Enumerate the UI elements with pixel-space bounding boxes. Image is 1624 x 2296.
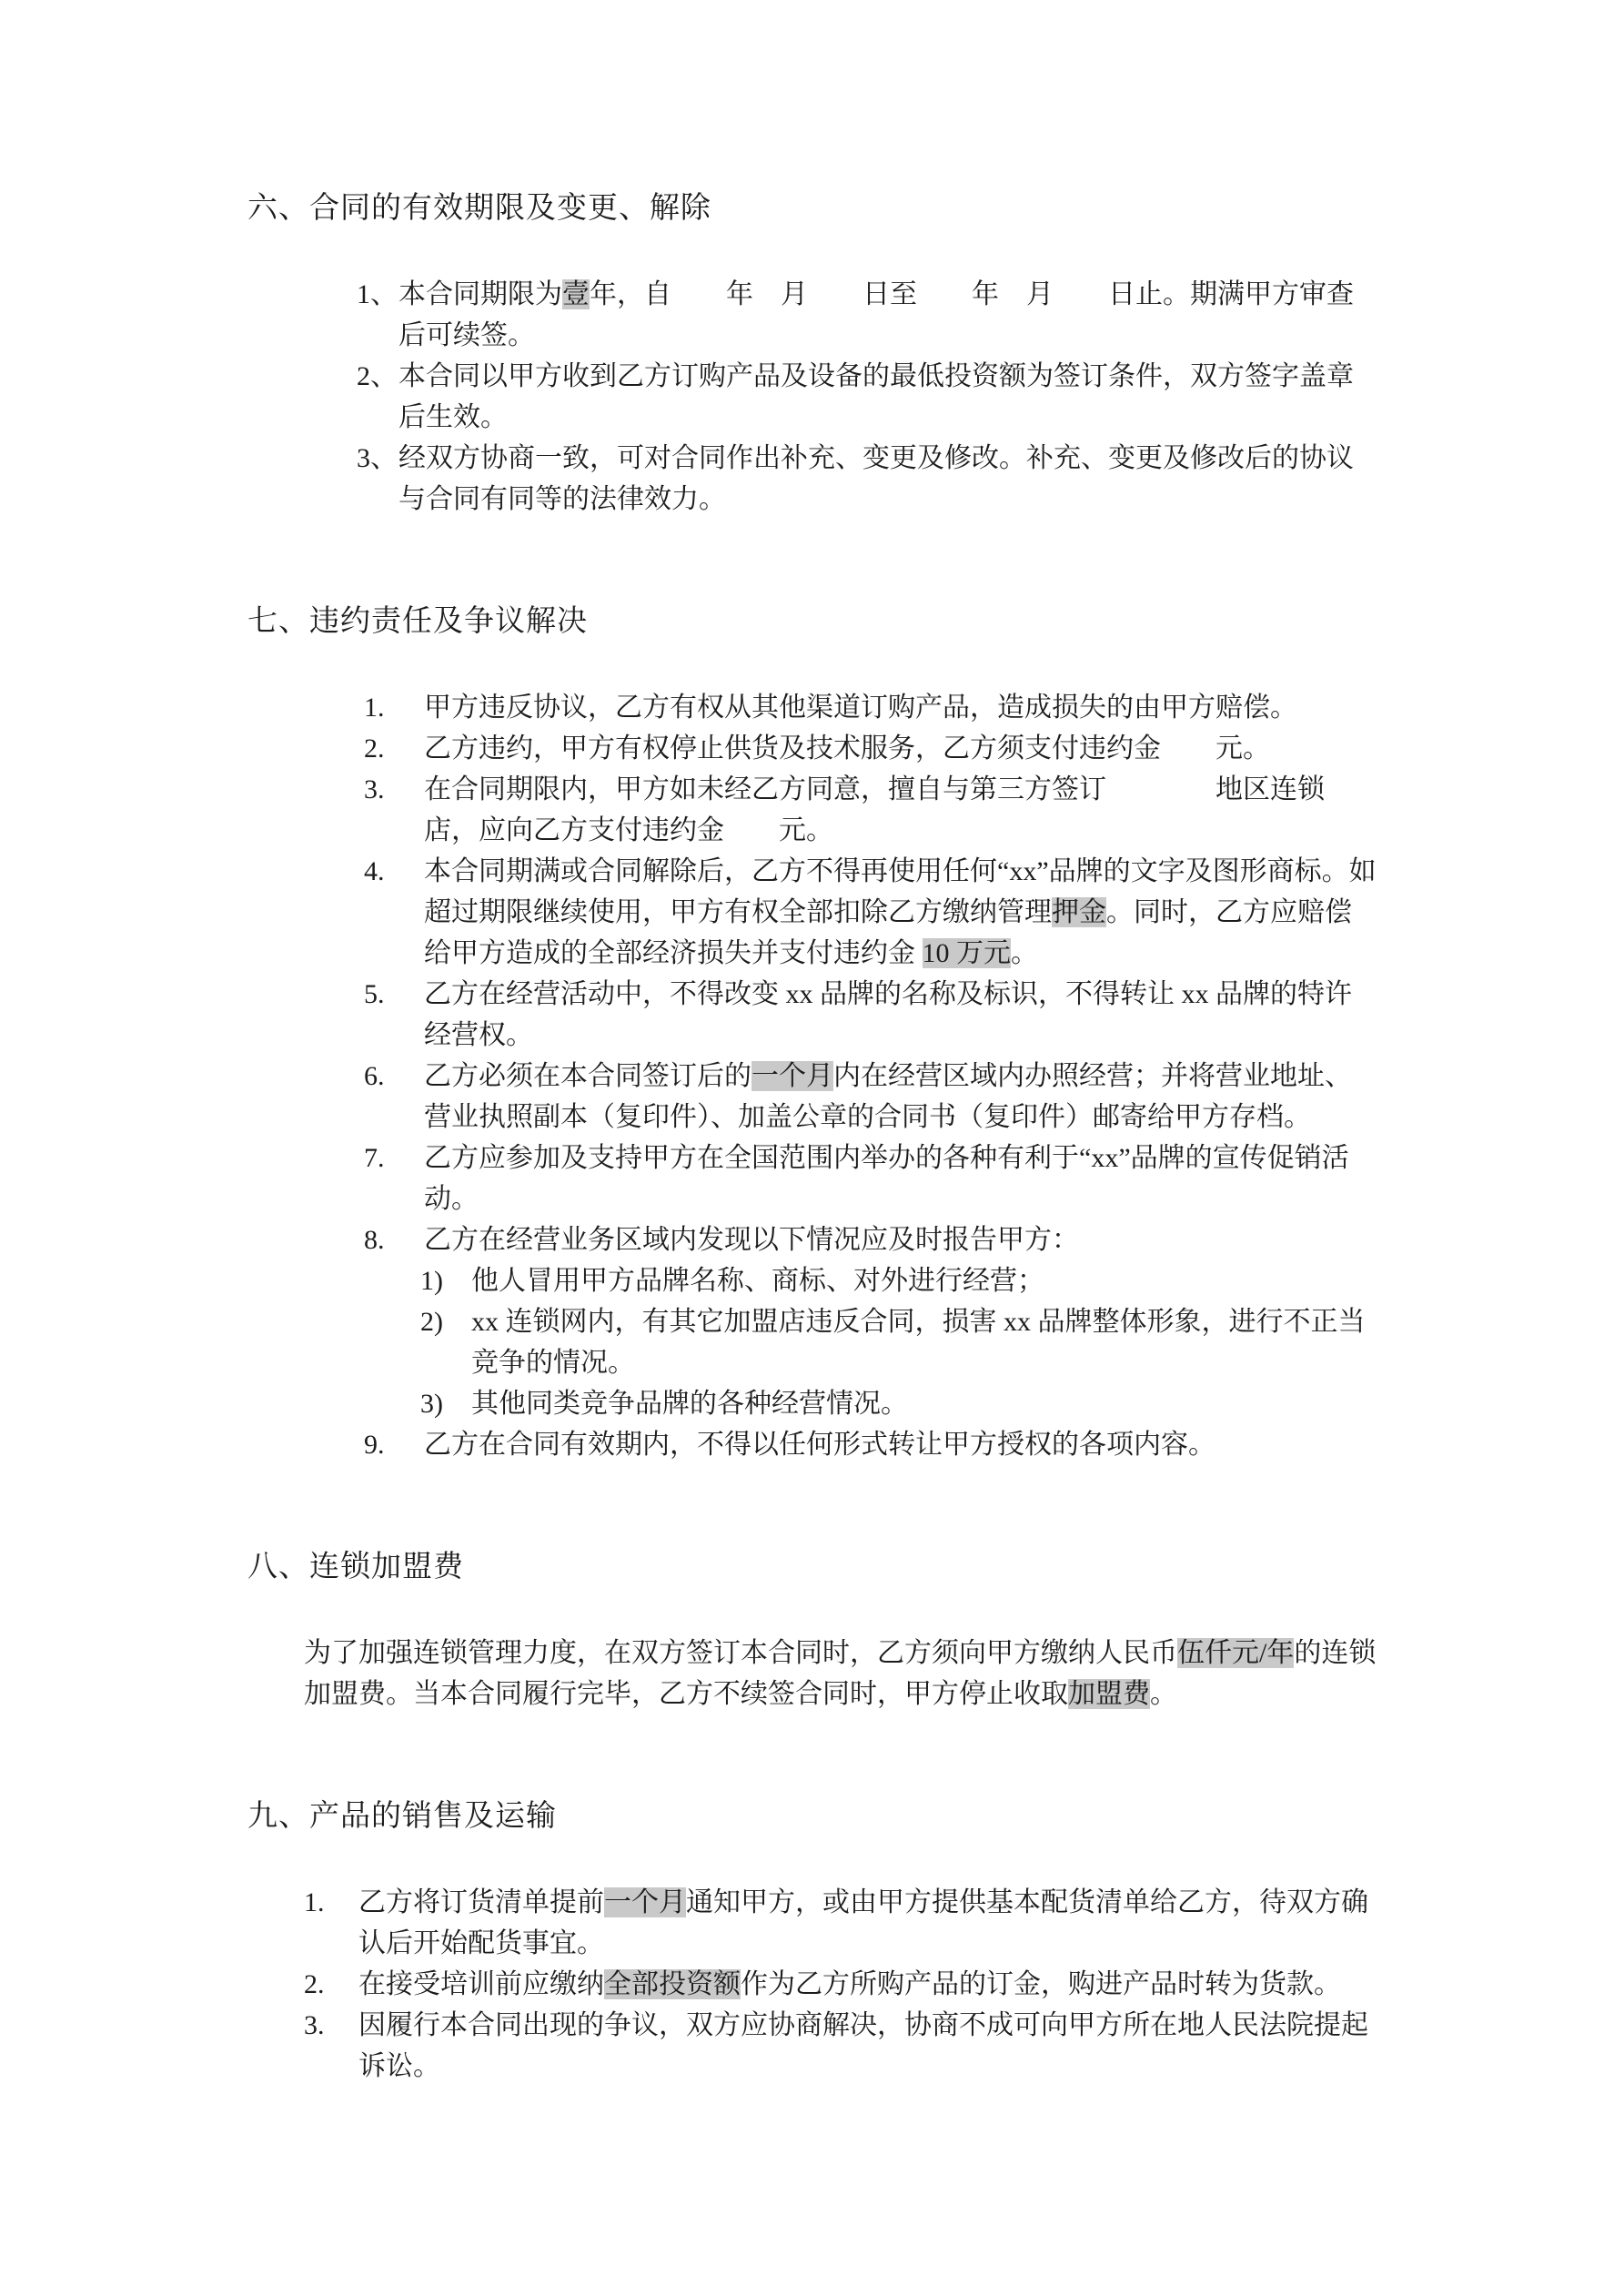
list-item: [364, 851, 1377, 974]
text-segment: 甲方违反协议，乙方有权从其他渠道订购产品，造成损失的由甲方赔偿。: [424, 693, 1297, 723]
list-marker: 1.: [364, 693, 385, 723]
item-text: [424, 769, 1377, 851]
section-heading: 九、产品的销售及运输: [247, 1800, 557, 1833]
list-item: [364, 1056, 1377, 1138]
list-marker: 6.: [364, 1061, 385, 1091]
text-segment: 。同时，乙方应赔偿给甲方造成的全部经济损失并支付违约金: [424, 897, 1352, 968]
text-segment: 。: [1150, 1679, 1177, 1709]
list-item: [357, 274, 1377, 356]
section-heading: 八、连锁加盟费: [247, 1551, 464, 1583]
text-segment: 乙方在经营业务区域内发现以下情况应及时报告甲方：: [424, 1225, 1079, 1255]
text-segment: 乙方应参加及支持甲方在全国范围内举办的各种有利于“xx”品牌的宣传促销活动。: [424, 1143, 1349, 1214]
list-item: [357, 356, 1377, 438]
list-marker: 8.: [364, 1225, 385, 1255]
list-item: [420, 1260, 1377, 1301]
item-text: [424, 728, 1377, 769]
list-item: [357, 438, 1377, 520]
list-item: [364, 769, 1377, 851]
list-item: [304, 1964, 1377, 2005]
section-blocks: [247, 687, 1377, 1465]
list-marker: 7.: [364, 1143, 385, 1173]
text-segment: 通知甲方，或由甲方提供基本配货清单给乙方，待双方确认后开始配货事宜。: [358, 1887, 1368, 1958]
text-segment: 年，自 年 月 日至 年 月 日止。期满甲方审查后可续签。: [398, 279, 1354, 350]
item-text: [471, 1383, 1377, 1424]
text-segment: 他人冒用甲方品牌名称、商标、对外进行经营；: [471, 1266, 1044, 1296]
item-text: [358, 2005, 1377, 2087]
section-blocks: [247, 1882, 1377, 2087]
text-segment: 因履行本合同出现的争议，双方应协商解决，协商不成可向甲方所在地人民法院提起诉讼。: [358, 2010, 1368, 2081]
list-item: [364, 1424, 1377, 1465]
item-text: [398, 274, 1377, 356]
section-blocks: [247, 274, 1377, 520]
highlighted-text: 10 万元: [922, 938, 1011, 968]
text-segment: 乙方将订货清单提前: [358, 1887, 604, 1917]
text-segment: 。: [1011, 938, 1038, 968]
text-segment: 乙方必须在本合同签订后的: [424, 1061, 751, 1091]
highlighted-text: 一个月: [604, 1887, 686, 1917]
item-text: [424, 687, 1377, 728]
item-text: [424, 1138, 1377, 1219]
section-heading: 六、合同的有效期限及变更、解除: [247, 192, 711, 225]
item-text: [424, 851, 1377, 974]
section-contract-term: [247, 187, 1377, 520]
list-item: [364, 1219, 1377, 1260]
highlighted-text: 加盟费: [1068, 1679, 1150, 1709]
text-segment: 在合同期限内，甲方如未经乙方同意，擅自与第三方签订 地区连锁店，应向乙方支付违约金 元。: [424, 774, 1325, 845]
list-marker: 3、: [357, 443, 398, 473]
item-text: [358, 1964, 1377, 2005]
item-text: [398, 438, 1377, 520]
list-marker: 2.: [364, 733, 385, 764]
text-segment: 乙方在经营活动中，不得改变 xx 品牌的名称及标识，不得转让 xx 品牌的特许经营权。: [424, 979, 1352, 1050]
list-marker: 3.: [364, 774, 385, 804]
text-segment: 本合同以甲方收到乙方订购产品及设备的最低投资额为签订条件，双方签字盖章后生效。: [398, 361, 1354, 432]
list-marker: 2.: [304, 1969, 325, 1999]
text-segment: 内在经营区域内办照经营；并将营业地址、营业执照副本（复印件）、加盖公章的合同书（复印件）邮寄给甲方存档。: [424, 1061, 1352, 1132]
item-text: [424, 1056, 1377, 1138]
text-segment: 乙方在合同有效期内，不得以任何形式转让甲方授权的各项内容。: [424, 1430, 1215, 1460]
list-marker: 5.: [364, 979, 385, 1009]
list-item: [420, 1301, 1377, 1383]
paragraph: [304, 1633, 1377, 1714]
item-text: [471, 1301, 1377, 1383]
list-marker: 1.: [304, 1887, 325, 1917]
highlighted-text: 伍仟元/年: [1177, 1638, 1295, 1668]
list-item: [420, 1383, 1377, 1424]
section-breach-liability: [247, 600, 1377, 1465]
text-segment: 为了加强连锁管理力度，在双方签订本合同时，乙方须向甲方缴纳人民币: [304, 1638, 1177, 1668]
list-marker: 3): [420, 1389, 443, 1419]
list-marker: 1、: [357, 279, 398, 309]
text-segment: 的连锁加盟费。当本合同履行完毕，乙方不续签合同时，甲方停止收取: [304, 1638, 1377, 1709]
list-item: [364, 687, 1377, 728]
item-text: [358, 1882, 1377, 1964]
text-segment: 作为乙方所购产品的订金，购进产品时转为货款。: [741, 1969, 1341, 1999]
item-text: [424, 974, 1377, 1056]
highlighted-text: 押金: [1052, 897, 1106, 927]
list-item: [304, 1882, 1377, 1964]
list-marker: 2): [420, 1307, 443, 1337]
item-text: [424, 1219, 1377, 1260]
text-segment: 乙方违约，甲方有权停止供货及技术服务，乙方须支付违约金 元。: [424, 733, 1270, 764]
item-text: [424, 1424, 1377, 1465]
text-segment: xx 连锁网内，有其它加盟店违反合同，损害 xx 品牌整体形象，进行不正当竞争的情况。: [471, 1307, 1366, 1378]
text-segment: 其他同类竞争品牌的各种经营情况。: [471, 1389, 908, 1419]
highlighted-text: 壹: [562, 279, 590, 309]
highlighted-text: 全部投资额: [604, 1969, 741, 1999]
list-item: [304, 2005, 1377, 2087]
list-item: [364, 1138, 1377, 1219]
text-segment: 经双方协商一致，可对合同作出补充、变更及修改。补充、变更及修改后的协议与合同有同等的法律效力。: [398, 443, 1354, 514]
highlighted-text: 一个月: [751, 1061, 833, 1091]
text-segment: 本合同期满或合同解除后，乙方不得再使用任何“xx”品牌的文字及图形商标。如超过期限继续使用，甲方有权全部扣除乙方缴纳管理: [424, 856, 1377, 927]
section-heading: 七、违约责任及争议解决: [247, 605, 588, 638]
list-item: [364, 974, 1377, 1056]
list-item: [364, 728, 1377, 769]
section-blocks: [247, 1633, 1377, 1714]
section-franchise-fee: [247, 1545, 1377, 1714]
list-marker: 3.: [304, 2010, 325, 2040]
list-marker: 1): [420, 1266, 443, 1296]
text-segment: 在接受培训前应缴纳: [358, 1969, 604, 1999]
item-text: [304, 1638, 1376, 1709]
text-segment: 本合同期限为: [398, 279, 562, 309]
item-text: [398, 356, 1377, 438]
list-marker: 9.: [364, 1430, 385, 1460]
section-sales-transport: [247, 1795, 1377, 2087]
list-marker: 2、: [357, 361, 398, 391]
list-marker: 4.: [364, 856, 385, 886]
item-text: [471, 1260, 1377, 1301]
